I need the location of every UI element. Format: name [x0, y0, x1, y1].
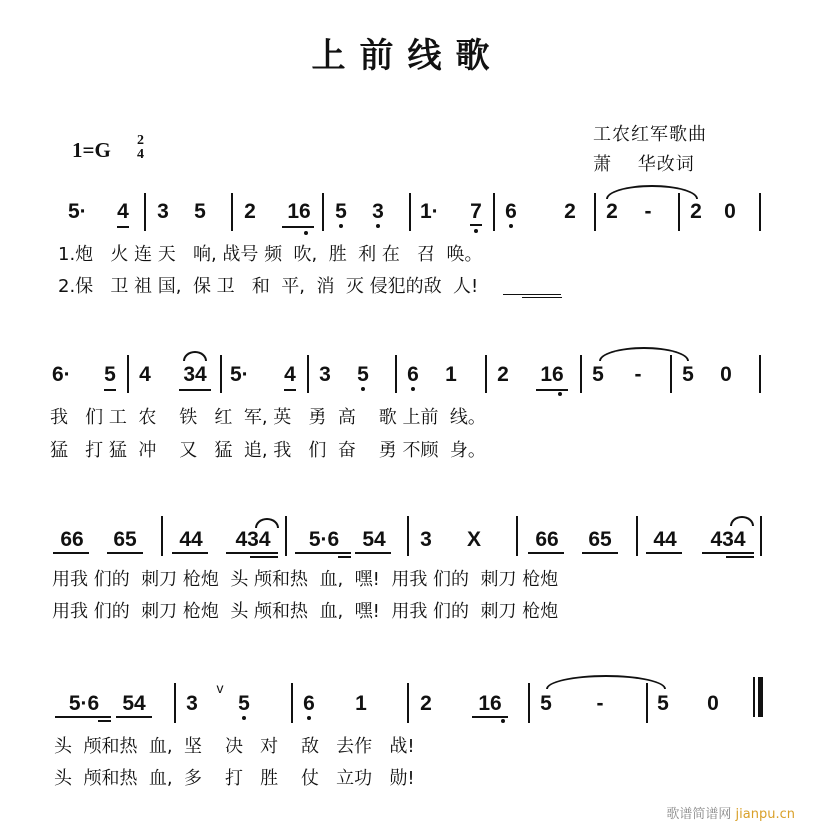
- lyric-verse-1: 我 们 工 农 铁 红 军, 英 勇 高 歌 上前 线。: [50, 407, 486, 428]
- note: 3: [372, 200, 384, 223]
- note-group: 44: [179, 528, 203, 551]
- note-group: 65: [588, 528, 612, 551]
- note: 6·: [52, 363, 71, 386]
- underline: [528, 552, 564, 554]
- time-signature: [137, 134, 144, 162]
- lyric-verse-2: 猛 打 猛 冲 又 猛 追, 我 们 奋 勇 不顾 身。: [50, 440, 486, 461]
- note: 16: [540, 363, 564, 386]
- barline: [407, 516, 409, 556]
- final-barline-thin: [753, 677, 755, 717]
- underline: [53, 552, 89, 554]
- low-dot: [242, 716, 246, 720]
- note: 0: [707, 692, 719, 715]
- underline: [582, 552, 618, 554]
- key-signature: 1=G: [72, 138, 111, 162]
- note-group: 434: [710, 528, 746, 551]
- song-title: 上前线歌: [311, 36, 504, 76]
- barline: [636, 516, 638, 556]
- watermark: [666, 803, 795, 822]
- note-group: 65: [113, 528, 137, 551]
- barline: [516, 516, 518, 556]
- note: 3: [186, 692, 198, 715]
- underline: [116, 716, 152, 718]
- note-group: 66: [535, 528, 559, 551]
- note: 1·: [420, 200, 439, 223]
- note: 5: [335, 200, 347, 223]
- note: 4: [117, 200, 129, 223]
- barline: [409, 193, 411, 231]
- note: 1: [445, 363, 457, 386]
- note: 5: [238, 692, 250, 715]
- note-group: 54: [122, 692, 146, 715]
- note: 3: [319, 363, 331, 386]
- lyric-verse-2: 头 颅和热 血, 多 打 胜 仗 立功 勋!: [54, 768, 415, 789]
- barline: [759, 355, 761, 393]
- low-dot: [501, 719, 505, 723]
- lyric-verse-1: 1.炮 火 连 天 响, 战号 频 吹, 胜 利 在 召 唤。: [58, 244, 483, 265]
- note: 0: [724, 200, 736, 223]
- note: 2: [497, 363, 509, 386]
- note: 3: [420, 528, 432, 551]
- tie: [606, 185, 698, 199]
- barline: [127, 355, 129, 393]
- note: 5: [357, 363, 369, 386]
- tie: [599, 347, 689, 361]
- barline: [395, 355, 397, 393]
- note: X: [466, 528, 481, 551]
- note: 34: [183, 363, 207, 386]
- underline: [172, 552, 208, 554]
- note-group: 5·6: [308, 528, 340, 551]
- note: 6: [505, 200, 517, 223]
- note: 4: [284, 363, 296, 386]
- barline: [307, 355, 309, 393]
- barline: [231, 193, 233, 231]
- underline: [107, 552, 143, 554]
- low-dot: [307, 716, 311, 720]
- underline: [646, 552, 682, 554]
- lyric-verse-1: 用我 们的 刺刀 枪炮 头 颅和热 血, 嘿! 用我 们的 刺刀 枪炮: [52, 569, 559, 590]
- low-dot: [474, 229, 478, 233]
- barline: [407, 683, 409, 723]
- underline: [117, 226, 129, 228]
- note-group: 66: [60, 528, 84, 551]
- barline: [670, 355, 672, 393]
- underline: [503, 294, 561, 295]
- watermark-cn: 歌谱简谱网: [666, 807, 732, 822]
- note: 5·: [230, 363, 249, 386]
- note-group: 434: [235, 528, 271, 551]
- note: 5·: [68, 200, 87, 223]
- watermark-url: jianpu.cn: [735, 807, 795, 822]
- underline: [522, 297, 562, 298]
- note: 5: [104, 363, 116, 386]
- underline: [338, 556, 351, 558]
- note-group: 16: [478, 692, 502, 715]
- note: 3: [157, 200, 169, 223]
- note: 2: [690, 200, 702, 223]
- barline: [759, 193, 761, 231]
- note: 5: [682, 363, 694, 386]
- note-group: 54: [362, 528, 386, 551]
- tie: [730, 516, 754, 526]
- underline: [104, 389, 116, 391]
- barline: [678, 193, 680, 231]
- barline: [528, 683, 530, 723]
- note: 0: [720, 363, 732, 386]
- low-dot: [509, 224, 513, 228]
- lyric-verse-1: 头 颅和热 血, 坚 决 对 敌 去作 战!: [54, 736, 415, 757]
- lyrics-credit: 萧 华改词: [593, 154, 695, 175]
- underline: [250, 556, 278, 558]
- note-group: 44: [653, 528, 677, 551]
- barline: [493, 193, 495, 231]
- underline: [282, 226, 314, 228]
- tie: [255, 518, 279, 528]
- note: 6: [407, 363, 419, 386]
- underline: [355, 552, 391, 554]
- underline: [536, 389, 568, 391]
- note: 1: [355, 692, 367, 715]
- note: 4: [139, 363, 151, 386]
- underline: [702, 552, 754, 554]
- underline: [295, 552, 351, 554]
- barline: [760, 516, 762, 556]
- low-dot: [558, 392, 562, 396]
- note-group: 5·6: [68, 692, 100, 715]
- lyric-verse-2: 用我 们的 刺刀 枪炮 头 颅和热 血, 嘿! 用我 们的 刺刀 枪炮: [52, 601, 559, 622]
- barline: [485, 355, 487, 393]
- lyric-verse-2: 2.保 卫 祖 国, 保 卫 和 平, 消 灭 侵犯的敌 人!: [58, 276, 479, 297]
- underline: [472, 716, 508, 718]
- low-dot: [411, 387, 415, 391]
- barline: [594, 193, 596, 231]
- tie: [546, 675, 666, 689]
- dash: -: [596, 692, 604, 715]
- note: 5: [194, 200, 206, 223]
- low-dot: [361, 387, 365, 391]
- underline: [98, 720, 111, 722]
- barline: [161, 516, 163, 556]
- barline: [220, 355, 222, 393]
- note: 2: [244, 200, 256, 223]
- barline: [174, 683, 176, 723]
- final-barline-thick: [758, 677, 763, 717]
- underline: [470, 224, 482, 226]
- barline: [291, 683, 293, 723]
- barline: [322, 193, 324, 231]
- underline: [226, 552, 278, 554]
- note: 7: [470, 200, 482, 223]
- low-dot: [339, 224, 343, 228]
- note: 5: [540, 692, 552, 715]
- time-sig-top: 2: [137, 133, 144, 148]
- tie: [183, 351, 207, 361]
- note: 16: [287, 200, 311, 223]
- barline: [646, 683, 648, 723]
- low-dot: [304, 231, 308, 235]
- note: 6: [303, 692, 315, 715]
- low-dot: [376, 224, 380, 228]
- note: 2: [420, 692, 432, 715]
- note: 2: [606, 200, 618, 223]
- note: 5: [592, 363, 604, 386]
- barline: [144, 193, 146, 231]
- dash: -: [634, 363, 642, 386]
- barline: [580, 355, 582, 393]
- underline: [726, 556, 754, 558]
- underline: [284, 389, 296, 391]
- note: 2: [564, 200, 576, 223]
- breath-mark: v: [216, 680, 224, 696]
- dash: -: [644, 200, 652, 223]
- underline: [179, 389, 211, 391]
- underline: [55, 716, 111, 718]
- barline: [285, 516, 287, 556]
- time-sig-bottom: 4: [137, 147, 144, 162]
- note: 5: [657, 692, 669, 715]
- music-credit: 工农红军歌曲: [593, 124, 707, 145]
